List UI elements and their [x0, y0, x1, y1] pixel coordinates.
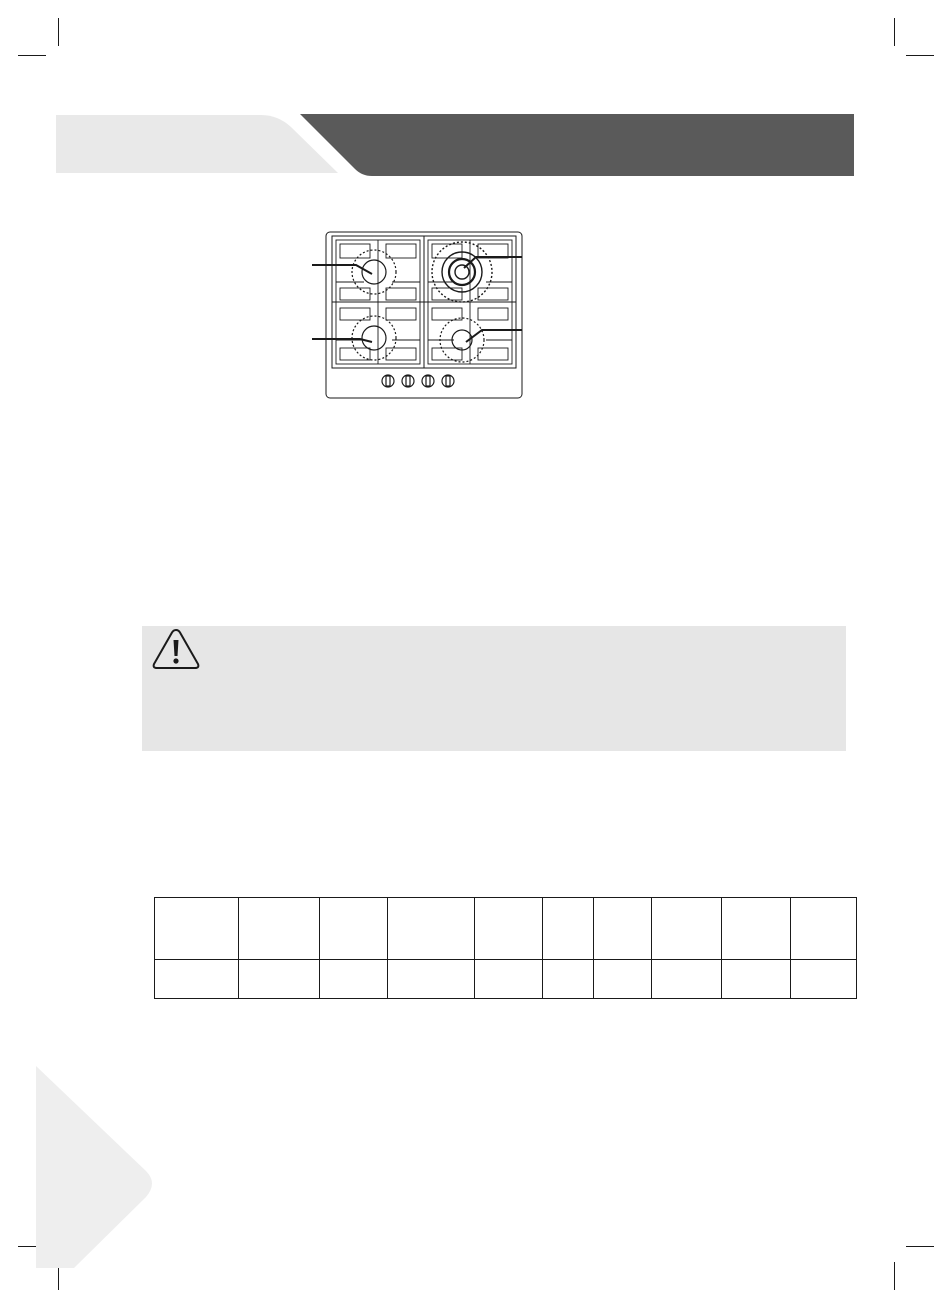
- table-cell: [475, 960, 543, 999]
- table-header-cell: [475, 898, 543, 960]
- warning-triangle-icon: [150, 626, 202, 672]
- burner-rear-left: [352, 250, 396, 294]
- table-header-row: [155, 898, 857, 960]
- table-header-cell: [722, 898, 791, 960]
- table-cell: [388, 960, 475, 999]
- table-header-cell: [652, 898, 722, 960]
- crop-mark: [894, 18, 895, 46]
- table-cell: [594, 960, 652, 999]
- warning-box: [142, 626, 846, 751]
- crop-mark: [906, 1246, 934, 1247]
- table-cell: [652, 960, 722, 999]
- table-header-cell: [543, 898, 594, 960]
- corner-decoration: [36, 1066, 156, 1268]
- callout-lines: [312, 257, 522, 342]
- table-row: [155, 960, 857, 999]
- control-knob: [422, 375, 434, 387]
- table-cell: [239, 960, 320, 999]
- table-cell: [155, 960, 239, 999]
- control-knob: [442, 375, 454, 387]
- spec-table: [154, 897, 857, 999]
- table-cell: [791, 960, 857, 999]
- crop-mark: [58, 18, 59, 46]
- header-title-band: [300, 114, 854, 176]
- table-header-cell: [155, 898, 239, 960]
- crop-mark: [18, 55, 46, 56]
- control-knob: [382, 375, 394, 387]
- table-header-cell: [320, 898, 388, 960]
- control-knob: [402, 375, 414, 387]
- table-cell: [722, 960, 791, 999]
- table-header-cell: [239, 898, 320, 960]
- table-cell: [543, 960, 594, 999]
- hob-diagram: [306, 228, 536, 404]
- control-knobs: [382, 375, 454, 387]
- crop-mark: [906, 55, 934, 56]
- table-cell: [320, 960, 388, 999]
- table-header-cell: [791, 898, 857, 960]
- table-header-cell: [388, 898, 475, 960]
- table-header-cell: [594, 898, 652, 960]
- crop-mark: [894, 1262, 895, 1290]
